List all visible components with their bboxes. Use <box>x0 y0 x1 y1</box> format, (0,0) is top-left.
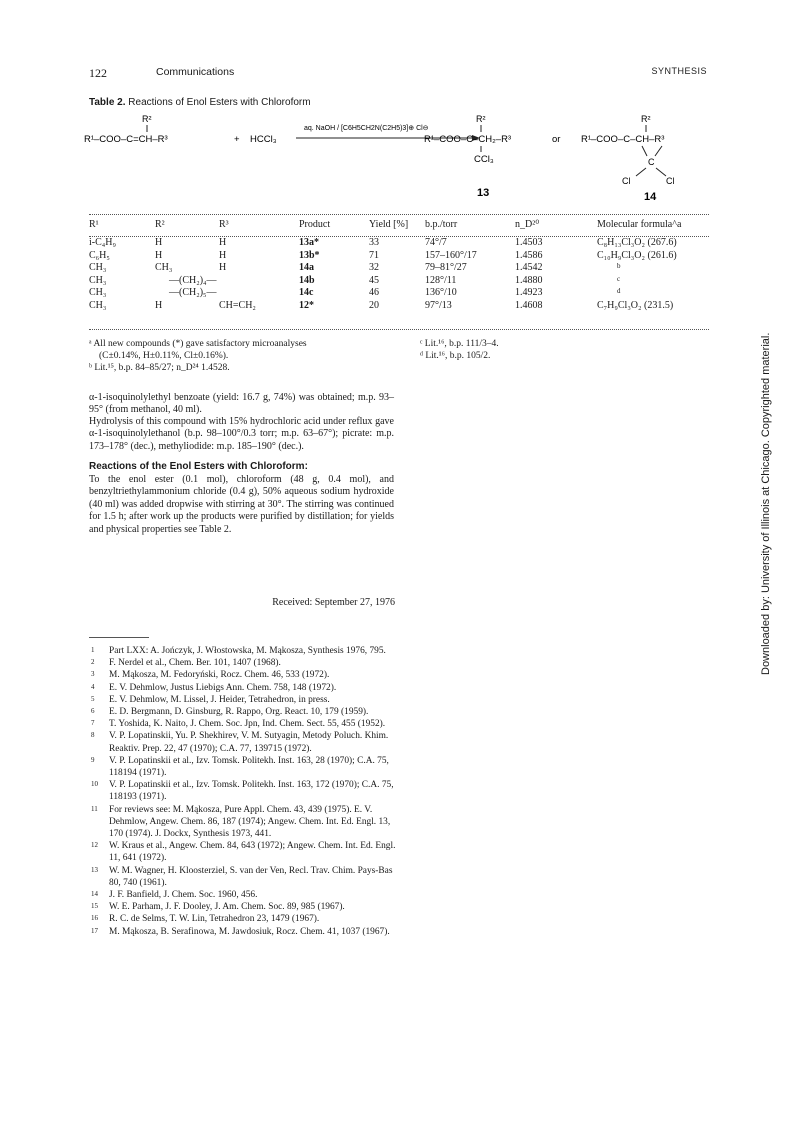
table-caption: Reactions of Enol Esters with Chloroform <box>128 97 311 108</box>
cell-r1: CH₃ <box>89 287 107 298</box>
cell-yield: 46 <box>369 287 379 298</box>
cell-yield: 45 <box>369 274 379 286</box>
cell-bp: 79–81°/27 <box>425 262 467 273</box>
cell-r2r3: —(CH₂)₅— <box>169 287 217 298</box>
cell-r3: H <box>219 249 227 261</box>
cell-nd: 1.4880 <box>515 274 543 286</box>
reference-item: 12 W. Kraus et al., Angew. Chem. 84, 643 (1972); Angew. Chem. Int. Ed. Engl. 11, 641 (1972). <box>91 841 396 864</box>
cell-r2: H <box>155 249 163 261</box>
reference-item: 2 F. Nerdel et al., Chem. Ber. 101, 1407 (1968). <box>91 658 281 669</box>
cell-nd: 1.4923 <box>515 287 543 298</box>
references-list <box>89 645 399 938</box>
cell-r2r3: —(CH₂)₄— <box>169 274 217 286</box>
reference-item: 6 E. D. Bergmann, D. Ginsburg, R. Rappo, Org. React. 10, 179 (1959). <box>91 707 369 718</box>
cell-formula: b <box>617 262 621 270</box>
cell-yield: 71 <box>369 249 379 261</box>
reference-item: 7 T. Yoshida, K. Naito, J. Chem. Soc. Jpn, Ind. Chem. Sect. 55, 455 (1952). <box>91 719 386 730</box>
footnote-d: ᵈ Lit.¹⁶, b.p. 105/2. <box>420 351 491 361</box>
reference-item: 1 Part LXX: A. Jończyk, J. Włostowska, M. Mąkosza, Synthesis 1976, 795. <box>91 646 386 656</box>
table-title <box>89 97 311 108</box>
cell-r3: CH=CH₂ <box>219 299 256 311</box>
cell-product: 13b* <box>299 249 320 261</box>
cell-formula: c <box>617 274 621 283</box>
cell-yield: 20 <box>369 299 379 311</box>
table-row <box>89 300 711 313</box>
header-r1: R¹ <box>89 218 99 230</box>
cell-r1: i-C₄H₉ <box>89 237 116 248</box>
footnote-a-line2: (C±0.14%, H±0.11%, Cl±0.16%). <box>99 351 229 361</box>
received-date: Received: September 27, 1976 <box>272 597 395 608</box>
results-table <box>89 215 711 312</box>
or-word: or <box>552 134 561 145</box>
cell-formula: d <box>617 287 621 295</box>
r2-label-13: R² <box>476 114 486 124</box>
cell-nd: 1.4542 <box>515 262 543 273</box>
cell-formula: C₈H₁₃Cl₃O₂ (267.6) <box>597 237 677 248</box>
paragraph-product: α-1-isoquinolylethyl benzoate (yield: 16.7 g, 74%) was obtained; m.p. 93–95° (from methanol, 40 ml). <box>89 392 394 416</box>
cell-r1: CH₃ <box>89 299 107 311</box>
plus-sign: + <box>234 134 240 145</box>
footnote-b: ᵇ Lit.¹⁵, b.p. 84–85/27; n_D²⁴ 1.4528. <box>89 363 230 373</box>
cell-r2: H <box>155 237 163 248</box>
compound-label-14: 14 <box>644 191 657 203</box>
table-label: Table 2. <box>89 97 126 108</box>
table-row <box>89 250 711 263</box>
cell-product: 12* <box>299 299 314 311</box>
page-number: 122 <box>89 66 107 80</box>
chlorine-right: Cl <box>666 176 675 186</box>
journal-name: SYNTHESIS <box>651 66 707 76</box>
cell-r2: CH₃ <box>155 262 173 273</box>
cell-nd: 1.4586 <box>515 249 543 261</box>
table-header-row <box>89 215 711 237</box>
footnote-a <box>89 338 389 362</box>
chloroform-formula: HCCl₃ <box>250 134 277 145</box>
reference-item: 9 V. P. Lopatinskii et al., Izv. Tomsk. Politekh. Inst. 163, 28 (1970); C.A. 75, 118194 (1971). <box>91 755 389 779</box>
cyclopropane-carbon: C <box>648 157 655 167</box>
hydrolysis-text: Hydrolysis of this compound with 15% hydrochloric acid under reflux gave α-1-isoquinolylethanol (b.p. 98–100°/0.3 torr; m.p. 63–67°); picrate: m.p. 173–178° (dec.), methyliodide: m.p. 185–190° (dec.). <box>89 416 394 452</box>
references-separator <box>89 637 149 638</box>
reference-item: 8 V. P. Lopatinskii, Yu. P. Shekhirev, V. M. Sutyagin, Metody Poluch. Khim. Reaktiv. Prep. 22, 47 (1970); C.A. 77, 139715 (1972). <box>91 731 389 754</box>
ccl3-group: CCl₃ <box>474 154 494 165</box>
cell-formula: C₇H₉Cl₃O₂ (231.5) <box>597 299 674 311</box>
cell-r1: CH₃ <box>89 262 107 273</box>
paragraph-procedure: To the enol ester (0.1 mol), chloroform (48 g, 0.4 mol), and benzyltriethylammonium chloride (0.4 g), 50% aqueous sodium hydroxide (40 ml) was added dropwise with stirring at 30°. The stirring was continued for 1.5 h; after work up the products were purified by distillation; for yields and physical properties see Table 2. <box>89 474 394 535</box>
reference-item: 17 M. Mąkosza, B. Serafinowa, M. Jawdosiuk, Rocz. Chem. 41, 1037 (1967). <box>91 926 390 937</box>
cell-bp: 128°/11 <box>425 274 457 286</box>
reaction-scheme <box>84 108 714 208</box>
cell-product: 13a* <box>299 237 319 248</box>
footnote-a-line1: ᵃ All new compounds (*) gave satisfactory microanalyses <box>89 339 307 349</box>
product13-formula: R¹–COO–C–CH₂–R³ <box>424 134 512 145</box>
reference-item: 16 R. C. de Selms, T. W. Lin, Tetrahedron 23, 1479 (1967). <box>91 914 320 925</box>
cell-product: 14c <box>299 287 314 298</box>
cell-product: 14a <box>299 262 314 273</box>
chlorine-left: Cl <box>622 176 631 186</box>
r2-label-reactant: R² <box>142 114 152 124</box>
cell-bp: 157–160°/17 <box>425 249 477 261</box>
cell-r3: H <box>219 237 227 248</box>
table-row <box>89 262 711 275</box>
reactant-formula: R¹–COO–C=CH–R³ <box>84 134 168 145</box>
download-watermark: Downloaded by: University of Illinois at Chicago. Copyrighted material. <box>760 332 772 675</box>
cell-nd: 1.4503 <box>515 237 543 248</box>
table-row <box>89 237 711 250</box>
table-bottom-rule <box>89 329 709 330</box>
header-nd: n_D²⁰ <box>515 218 540 230</box>
cell-yield: 33 <box>369 237 379 248</box>
cell-r2: H <box>155 299 163 311</box>
reference-item: 11 For reviews see: M. Mąkosza, Pure Appl. Chem. 43, 439 (1975). E. V. Dehmlow, Angew. Chem. 86, 187 (1974); Angew. Chem. Int. Ed. Engl. 13, 170 (1974). J. Dockx, Synthesis 1973, 441. <box>91 804 391 840</box>
cell-r1: CH₃ <box>89 274 107 286</box>
table-row <box>89 287 711 300</box>
header-r2: R² <box>155 218 165 230</box>
paragraph-hydrolysis <box>89 416 394 453</box>
header-bp: b.p./torr <box>425 218 458 230</box>
r2-label-14: R² <box>641 114 651 124</box>
reference-item: 10 V. P. Lopatinskii et al., Izv. Tomsk. Politekh. Inst. 163, 172 (1970); C.A. 75, 118193 (1971). <box>91 780 394 803</box>
reference-item: 15 W. E. Parham, J. F. Dooley, J. Am. Chem. Soc. 89, 985 (1967). <box>91 902 345 913</box>
cell-r1: C₆H₅ <box>89 249 110 261</box>
header-r3: R³ <box>219 218 229 230</box>
footnote-c: ᶜ Lit.¹⁶, b.p. 111/3–4. <box>420 339 499 349</box>
section-title: Communications <box>156 66 235 78</box>
header-product: Product <box>299 218 331 230</box>
cell-bp: 136°/10 <box>425 287 457 298</box>
section-heading: Reactions of the Enol Esters with Chloroform: <box>89 461 308 472</box>
cell-bp: 97°/13 <box>425 299 452 311</box>
reagent-condition: aq. NaOH / [C6H5CH2N(C2H5)3]⊕ Cl⊖ <box>304 125 429 132</box>
reference-item: 5 E. V. Dehmlow, M. Lissel, J. Heider, Tetrahedron, in press. <box>91 694 330 705</box>
header-yield: Yield [%] <box>369 218 409 230</box>
product14-formula: R¹–COO–C–CH–R³ <box>581 134 665 145</box>
reference-item: 3 M. Mąkosza, M. Fedoryński, Rocz. Chem. 46, 533 (1972). <box>91 670 330 681</box>
reference-item: 4 E. V. Dehmlow, Justus Liebigs Ann. Chem. 758, 148 (1972). <box>91 682 337 693</box>
compound-label-13: 13 <box>477 187 490 199</box>
cell-formula: C₁₀H₉Cl₃O₂ (261.6) <box>597 249 677 261</box>
reference-item: 13 W. M. Wagner, H. Kloosterziel, S. van der Ven, Recl. Trav. Chim. Pays-Bas 80, 740 (1961). <box>91 865 393 888</box>
reference-item: 14 J. F. Banfield, J. Chem. Soc. 1960, 456. <box>91 890 258 901</box>
table-row <box>89 275 711 288</box>
cell-yield: 32 <box>369 262 379 273</box>
header-formula: Molecular formula^a <box>597 218 682 230</box>
cell-product: 14b <box>299 274 315 286</box>
cell-nd: 1.4608 <box>515 299 543 311</box>
cell-bp: 74°/7 <box>425 237 447 248</box>
cell-r3: H <box>219 262 227 273</box>
